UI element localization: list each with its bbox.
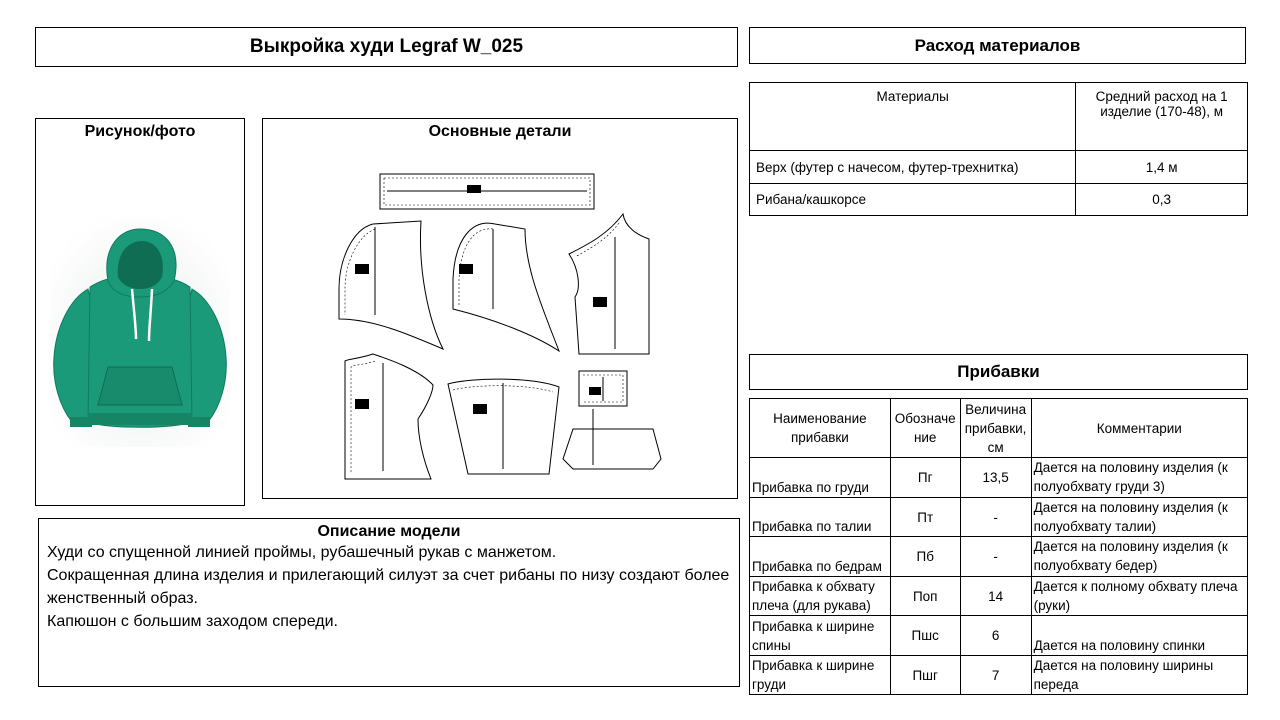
table-row [750,656,1248,695]
allowance-symbol: Пшс [890,616,960,656]
header-value: Величина прибавки, см [960,399,1031,458]
pattern-pieces-drawing [263,119,737,498]
table-header-row [750,83,1248,151]
pattern-hood-right [453,223,559,351]
allowance-name: Прибавка к ширине груди [750,656,891,695]
allowances-table [749,398,1248,695]
photo-panel-title: Рисунок/фото [84,123,196,140]
description-panel [38,518,740,687]
material-name: Верх (футер с начесом, футер-трехнитка) [750,151,1076,184]
material-usage: 0,3 [1076,184,1248,216]
table-row [750,458,1248,498]
allowance-name: Прибавка по груди [750,458,891,498]
table-row [750,616,1248,656]
allowance-comment: Дается на половину спинки [1031,616,1247,656]
allowance-comment: Дается на половину изделия (к полуобхвату бедер) [1031,537,1247,577]
allowance-name: Прибавка по талии [750,498,891,537]
table-row [750,537,1248,577]
allowance-value: 13,5 [960,458,1031,498]
description-title: Описание модели [317,523,461,540]
header-usage: Средний расход на 1 изделие (170-48), м [1076,83,1248,151]
allowances-title-box [749,354,1248,390]
description-line: Капюшон с большим заходом спереди. [47,613,338,630]
pattern-front [569,214,649,354]
header-allowance-name: Наименование прибавки [750,399,891,458]
table-header-row [750,399,1248,458]
allowance-comment: Дается на половину изделия (к полуобхвату талии) [1031,498,1247,537]
pattern-sleeve [345,354,433,479]
allowances-heading: Прибавки [957,362,1040,381]
table-row [750,577,1248,616]
table-row [750,498,1248,537]
allowance-symbol: Пг [890,458,960,498]
materials-heading: Расход материалов [914,35,1081,55]
allowance-symbol: Пб [890,537,960,577]
allowance-value: 14 [960,577,1031,616]
table-row [750,184,1248,216]
allowance-symbol: Пшг [890,656,960,695]
allowance-comment: Дается на половину ширины переда [1031,656,1247,695]
photo-panel [35,118,245,506]
hoodie-photo [50,217,230,447]
allowance-name: Прибавка к ширине спины [750,616,891,656]
pattern-hem-band [563,429,661,469]
pattern-hood-left [339,221,443,349]
header-comment: Комментарии [1031,399,1247,458]
pattern-title-box [35,27,738,67]
description-line: Худи со спущенной линией проймы, рубашечный рукав с манжетом. [47,544,557,561]
allowance-value: 7 [960,656,1031,695]
allowance-name: Прибавка к обхвату плеча (для рукава) [750,577,891,616]
material-name: Рибана/кашкорсе [750,184,1076,216]
allowance-value: - [960,537,1031,577]
header-materials: Материалы [750,83,1076,151]
header-symbol: Обозначение [890,399,960,458]
table-row [750,151,1248,184]
materials-title-box [749,27,1246,64]
description-line: Сокращенная длина изделия и прилегающий силуэт за счет рибаны по низу создают более женственный образ. [47,567,730,607]
allowance-symbol: Пт [890,498,960,537]
material-usage: 1,4 м [1076,151,1248,184]
allowance-value: - [960,498,1031,537]
allowance-symbol: Поп [890,577,960,616]
allowance-value: 6 [960,616,1031,656]
page-title: Выкройка худи Legraf W_025 [249,36,524,57]
allowance-name: Прибавка по бедрам [750,537,891,577]
allowance-comment: Дается к полному обхвату плеча (руки) [1031,577,1247,616]
pattern-panel-title: Основные детали [428,123,572,140]
pattern-panel [262,118,738,499]
allowance-comment: Дается на половину изделия (к полуобхвату груди 3) [1031,458,1247,498]
materials-table [749,82,1248,216]
